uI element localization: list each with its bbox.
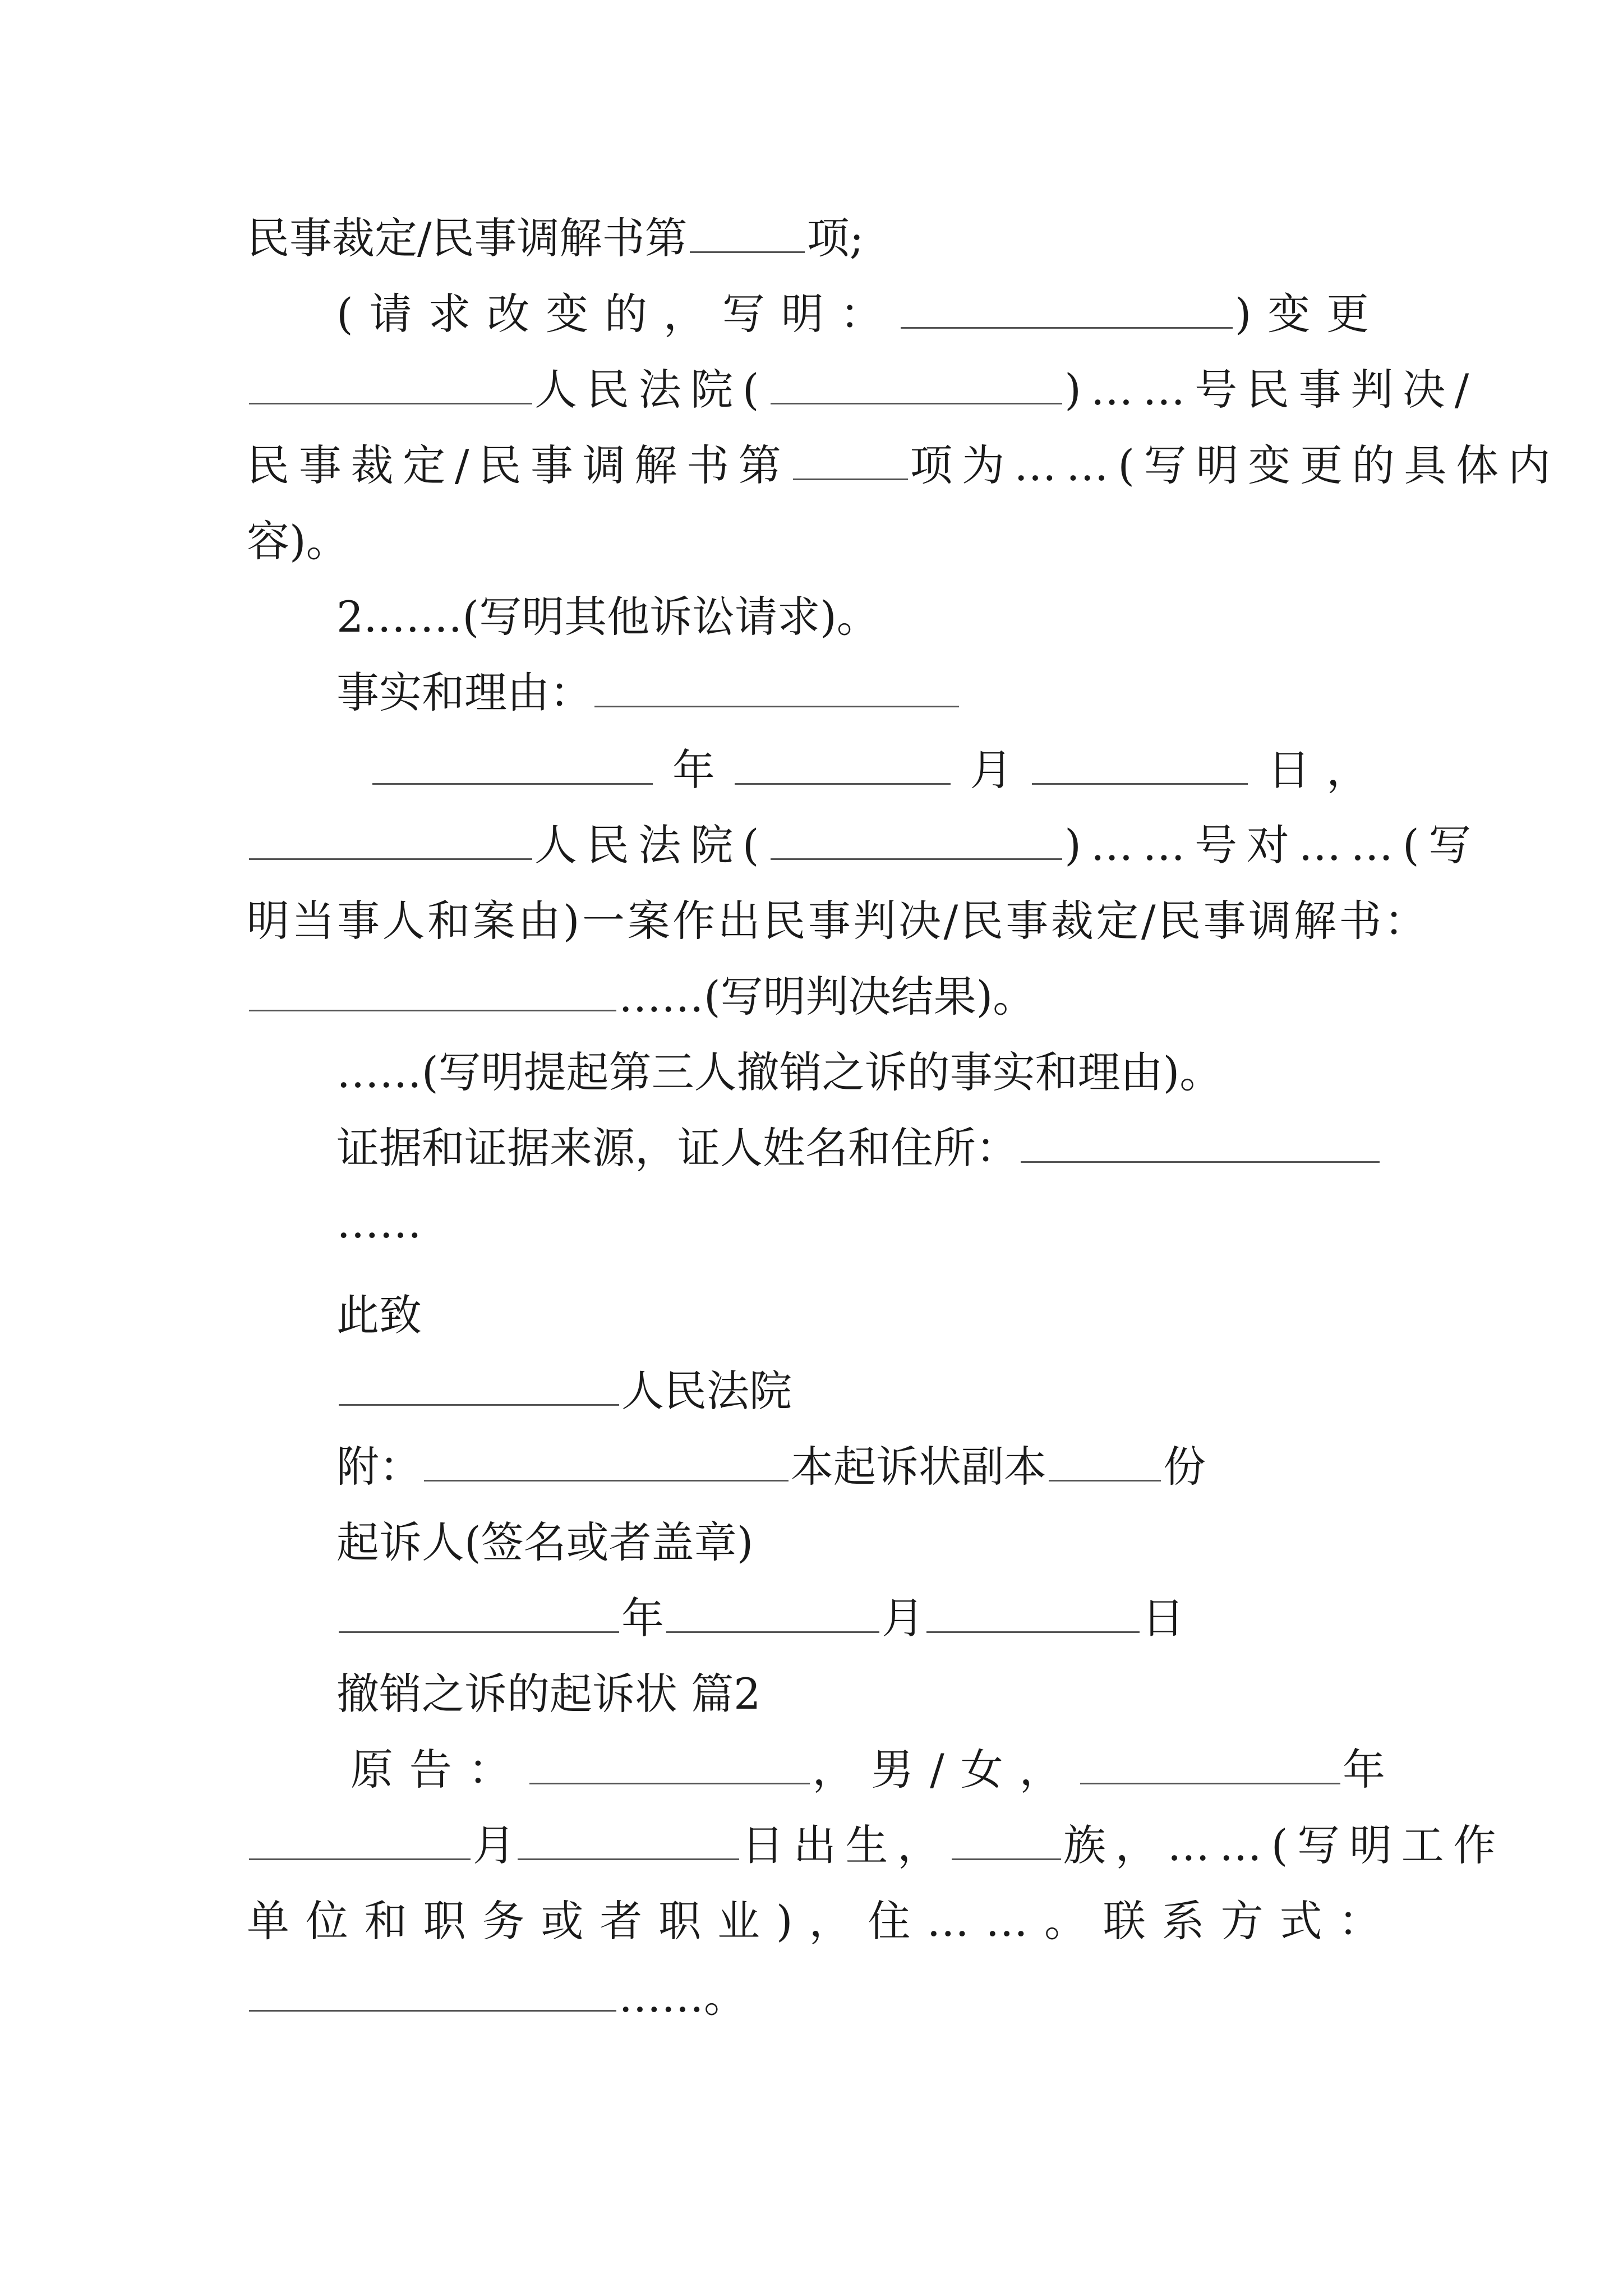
text-segment: 项;	[806, 213, 864, 263]
text-line	[247, 1815, 1506, 1876]
text-segment: 人民法院	[621, 1366, 792, 1416]
blank-field	[771, 818, 1062, 860]
text-segment: 月	[473, 1820, 515, 1870]
text-segment: 月	[882, 1593, 924, 1643]
text-segment: 起诉人(签名或者盖章)	[336, 1517, 754, 1567]
blank-field	[1080, 1742, 1340, 1784]
blank-field	[339, 1364, 619, 1406]
text-segment: 日出生，	[741, 1820, 949, 1870]
text-line	[247, 510, 1385, 572]
text-line	[336, 1512, 1385, 1573]
blank-field	[793, 438, 908, 480]
blank-field	[1032, 743, 1248, 785]
text-segment: 日	[1142, 1593, 1184, 1643]
blank-field	[529, 1742, 810, 1784]
text-line	[336, 1192, 1385, 1254]
blank-field	[666, 1591, 879, 1633]
blank-field	[249, 362, 532, 404]
text-segment: 附：	[336, 1442, 422, 1492]
text-line	[336, 662, 1385, 724]
text-segment: 份	[1163, 1442, 1206, 1492]
text-segment: ……。	[619, 1972, 746, 2022]
blank-field	[249, 1970, 616, 2012]
blank-field	[518, 1818, 739, 1860]
text-segment: 本起诉状副本	[791, 1442, 1046, 1492]
blank-field	[594, 665, 959, 707]
blank-field	[690, 211, 805, 253]
text-segment: 明当事人和案由)一案作出民事判决/民事裁定/民事调解书：	[247, 896, 1430, 946]
text-segment: 2.……(写明其他诉讼请求)。	[336, 592, 879, 642]
text-segment: 人民法院(	[534, 365, 769, 415]
text-line	[336, 1588, 1385, 1649]
text-line	[336, 283, 1385, 345]
text-segment: )……号对……(写	[1064, 820, 1481, 870]
text-segment: 项为……(写明变更的具体内	[910, 440, 1560, 490]
blank-field	[1049, 1439, 1161, 1481]
text-segment: 民事裁定/民事调解书第	[247, 440, 791, 490]
blank-field	[926, 1591, 1140, 1633]
text-segment: 族，……(写明工作	[1063, 1820, 1506, 1870]
text-line	[247, 1966, 1385, 2028]
text-segment: 年	[621, 1593, 664, 1643]
blank-field	[339, 1591, 619, 1633]
text-line	[247, 890, 1430, 952]
text-line	[247, 435, 1560, 496]
blank-field	[372, 743, 653, 785]
text-line	[247, 1890, 1398, 1952]
text-segment: )……号民事判决/	[1064, 365, 1479, 415]
blank-field	[249, 818, 532, 860]
text-segment: 原告：	[351, 1745, 527, 1795]
text-line	[247, 359, 1479, 421]
blank-field	[771, 362, 1062, 404]
text-segment: )变更	[1234, 289, 1385, 339]
text-segment: ……(写明判决结果)。	[619, 972, 1036, 1022]
text-line	[336, 1042, 1385, 1103]
text-line	[336, 1436, 1385, 1498]
text-segment: 月	[970, 745, 1013, 795]
blank-field	[1021, 1121, 1380, 1163]
text-segment: 民事裁定/民事调解书第	[247, 213, 688, 263]
text-segment: 此致	[336, 1290, 422, 1340]
text-line	[247, 208, 1385, 269]
text-segment: 容)。	[247, 516, 349, 566]
blank-field	[424, 1439, 789, 1481]
text-line	[370, 739, 1385, 801]
text-segment: 事实和理由：	[336, 668, 592, 717]
text-segment: 年	[1343, 1745, 1385, 1795]
text-line	[336, 586, 1385, 648]
text-segment: 人民法院(	[534, 820, 769, 870]
blank-field	[901, 287, 1232, 329]
blank-field	[952, 1818, 1061, 1860]
text-line	[247, 815, 1481, 876]
text-segment: 证据和证据来源，证人姓名和住所：	[336, 1123, 1018, 1173]
text-segment: ……	[336, 1198, 422, 1248]
text-line	[336, 1360, 1385, 1422]
blank-field	[249, 1818, 471, 1860]
text-segment: 撤销之诉的起诉状 篇2	[336, 1669, 761, 1719]
text-segment: 单位和职务或者职业)，住……。联系方式：	[247, 1896, 1398, 1946]
text-segment: (请求改变的，写明：	[336, 289, 899, 339]
text-line	[336, 1285, 1385, 1346]
text-line	[351, 1739, 1385, 1801]
text-segment: 日，	[1267, 745, 1385, 795]
text-segment: ……(写明提起第三人撤销之诉的事实和理由)。	[336, 1047, 1223, 1097]
blank-field	[249, 969, 616, 1011]
text-segment: 年	[672, 745, 715, 795]
text-segment: ，男/女，	[812, 1745, 1078, 1795]
text-line	[336, 1117, 1385, 1179]
blank-field	[735, 743, 951, 785]
section-heading	[336, 1663, 1385, 1725]
text-line	[247, 966, 1385, 1028]
